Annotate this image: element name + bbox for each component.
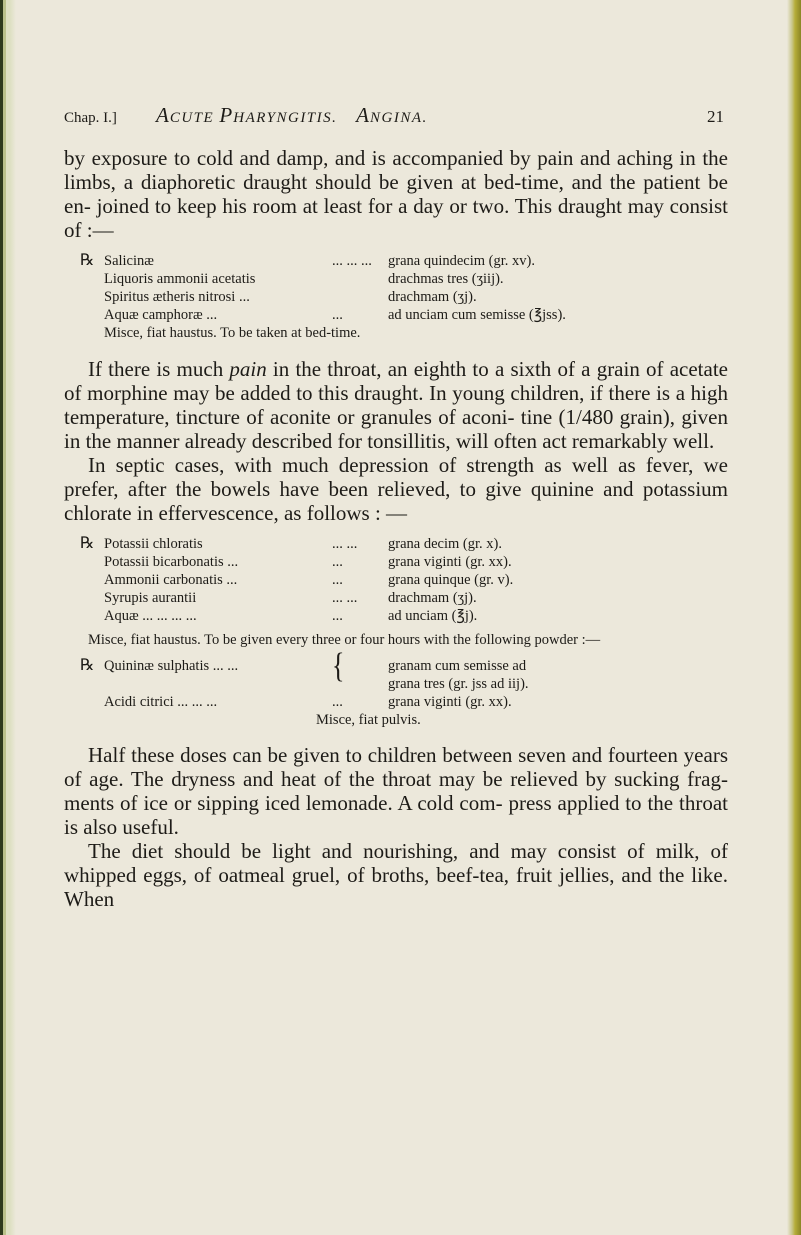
page-number: 21	[707, 107, 724, 126]
prescription-draught	[80, 252, 728, 342]
recipe-symbol: ℞	[80, 657, 95, 674]
prescription-row: Spiritus ætheris nitrosi ... drachmam (ʒj).	[104, 289, 477, 305]
prescription-row: grana tres (gr. jss ad iij).	[388, 676, 529, 692]
prescription-effervescence	[80, 535, 728, 625]
prescription-directions: Misce, fiat pulvis.	[316, 712, 421, 728]
paragraph-diet: The diet should be light and nourishing, and may consist of milk, of whipped eggs, of oatmeal gruel, of broths, beef-tea, fruit jellies, and the like. When	[64, 839, 728, 911]
paragraph-morphine: If there is much pain in the throat, an eighth to a sixth of a grain of acetate of morphine may be added to this draught. In young children, if there is a high temperature, tincture of aconite or granules of aconi- tine (1/480 grain), given in the manner already described for tonsillitis, will often act remarkably well.	[64, 357, 728, 453]
prescription-row: Ammonii carbonatis ... ... grana quinque (gr. v).	[104, 572, 514, 588]
recipe-symbol: ℞	[80, 252, 95, 269]
prescription-row: Potassii bicarbonatis ... ... grana viginti (gr. xx).	[104, 554, 512, 570]
paragraph-septic-cases: In septic cases, with much depression of strength as well as fever, we prefer, after the bowels have been relieved, to give quinine and potassium chlorate in effervescence, as follows : —	[64, 453, 728, 525]
prescription-row: Liquoris ammonii acetatis drachmas tres (ʒiij).	[104, 271, 504, 287]
prescription-row: ℞ Potassii chloratis ... ... grana decim (gr. x).	[80, 535, 502, 552]
prescription-row: ℞ Salicinæ ... ... ... grana quindecim (gr. xv).	[80, 252, 535, 269]
chapter-label: Chap. I.]	[64, 110, 117, 126]
prescription-row: Syrupis aurantii ... ... drachmam (ʒj).	[104, 590, 477, 606]
recipe-symbol: ℞	[80, 535, 95, 552]
prescription-row: Aquæ ... ... ... ... ... ad unciam (℥j).	[104, 608, 478, 624]
prescription-row: ℞ Quininæ sulphatis ... ... { granam cum semisse ad	[80, 645, 527, 685]
page-binding-edge	[0, 0, 16, 1235]
running-header	[64, 103, 724, 133]
page-outer-edge	[787, 0, 801, 1235]
prescription-powder	[80, 645, 728, 729]
prescription-row: Aquæ camphoræ ... ... ad unciam cum semisse (℥jss).	[104, 307, 566, 323]
prescription-directions: Misce, fiat haustus. To be taken at bed-time.	[104, 325, 361, 341]
prescription-directions: Misce, fiat haustus. To be given every three or four hours with the following powder :—	[88, 632, 601, 648]
paragraph-children-doses: Half these doses can be given to children between seven and fourteen years of age. The dryness and heat of the throat may be relieved by sucking frag- ments of ice or sipping iced lemonade. A cold com- press applied to the throat is also useful.	[64, 743, 728, 839]
brace-glyph: {	[332, 645, 345, 685]
running-title: ACUTE PHARYNGITIS. ANGINA.	[156, 103, 428, 127]
page-body	[64, 146, 728, 911]
prescription-row: Acidi citrici ... ... ... ... grana viginti (gr. xx).	[104, 694, 512, 710]
paragraph-diaphoretic: by exposure to cold and damp, and is accompanied by pain and aching in the limbs, a diaphoretic draught should be given at bed-time, and the patient be en- joined to keep his room at least for a day or two. This draught may consist of :—	[64, 146, 728, 242]
